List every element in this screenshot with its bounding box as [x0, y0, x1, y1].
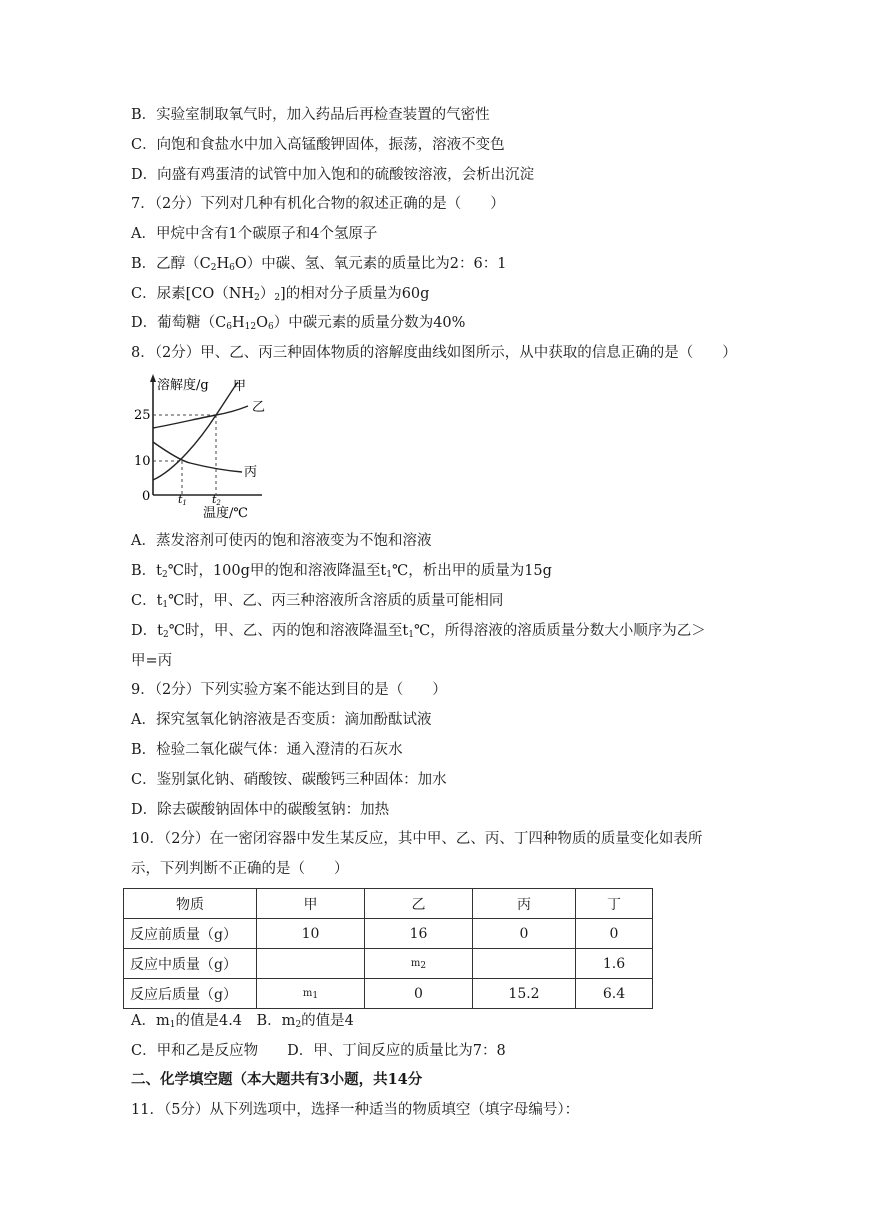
table-cell: 反应前质量（g） — [124, 919, 257, 949]
table-cell: 0 — [365, 979, 473, 1009]
x-axis-label: 温度/℃ — [203, 506, 248, 520]
table-header-cell: 丙 — [473, 889, 576, 919]
curve-jia — [153, 382, 238, 480]
q6-option-d: D．向盛有鸡蛋清的试管中加入饱和的硫酸铵溶液，会析出沉淀 — [131, 167, 535, 183]
table-cell: 反应中质量（g） — [124, 949, 257, 979]
q9-option-d: D．除去碳酸钠固体中的碳酸氢钠：加热 — [131, 802, 390, 818]
q7-option-b: B．乙醇$(C_2H_6O)$中碳、氢、氧元素的质量比为2：6：1 — [131, 256, 507, 273]
q8-option-b: B．$t_2℃$时，100g甲的饱和溶液降温至$t_1℃$，析出甲的质量为15g — [131, 563, 552, 580]
q8-option-d: D．$t_2℃$时，甲、乙、丙的饱和溶液降温至$t_1℃$，所得溶液的溶质质量分数大小顺序为乙＞ — [131, 623, 706, 640]
y-axis-label: 溶解度/g — [157, 378, 209, 393]
table-row — [124, 919, 653, 949]
table-header-cell: 乙 — [365, 889, 473, 919]
table-cell: $m_1$ — [257, 979, 365, 1009]
series-label-bing: 丙 — [244, 465, 258, 480]
q7-option-d: D．葡萄糖$(C_6H_{12}O_6)$中碳元素的质量分数为40% — [131, 315, 466, 332]
x-tick-t1: t1 — [178, 493, 187, 507]
y-tick-10: 10 — [134, 454, 151, 469]
series-label-jia: 甲 — [233, 379, 247, 394]
table-cell: 1.6 — [576, 949, 653, 979]
q7-option-a: A．甲烷中含有1个碳原子和4个氢原子 — [131, 226, 378, 242]
q9-option-a: A．探究氢氧化钠溶液是否变质：滴加酚酞试液 — [131, 712, 432, 728]
q9-stem: 9．（2分）下列实验方案不能达到目的是（ ） — [131, 682, 447, 698]
q8-option-c: C．$t_1℃$时，甲、乙、丙三种溶液所含溶质的质量可能相同 — [131, 593, 504, 610]
curve-bing — [153, 442, 242, 472]
origin-label: 0 — [142, 489, 151, 504]
q8-option-a: A．蒸发溶剂可使丙的饱和溶液变为不饱和溶液 — [131, 533, 432, 549]
table-cell: 0 — [576, 919, 653, 949]
table-cell — [473, 949, 576, 979]
q10-mass-table — [123, 888, 653, 1009]
q11-stem: 11．（5分）从下列选项中，选择一种适当的物质填空（填字母编号）： — [131, 1102, 580, 1118]
table-header-cell: 丁 — [576, 889, 653, 919]
table-cell: 反应后质量（g） — [124, 979, 257, 1009]
x-tick-t2: t2 — [212, 493, 221, 507]
q9-option-c: C．鉴别氯化钠、硝酸铵、碳酸钙三种固体：加水 — [131, 772, 447, 788]
table-cell: 10 — [257, 919, 365, 949]
q7-option-c: C．尿素$[CO(NH_2)_2]$的相对分子质量为60g — [131, 286, 430, 303]
q7-stem: 7．（2分）下列对几种有机化合物的叙述正确的是（ ） — [131, 196, 505, 212]
q8-option-d-cont: 甲=丙 — [131, 653, 173, 669]
q10-stem-line1: 10．（2分）在一密闭容器中发生某反应，其中甲、乙、丙、丁四种物质的质量变化如表所 — [131, 831, 703, 847]
q10-options-cd: C．甲和乙是反应物 D．甲、丁间反应的质量比为7：8 — [131, 1043, 506, 1059]
table-cell — [257, 949, 365, 979]
table-header-row — [124, 889, 653, 919]
q10-options-ab: A．$m_1$的值是4.4 B．$m_2$的值是4 — [131, 1013, 354, 1030]
solubility-curve-chart — [130, 370, 275, 520]
table-row — [124, 949, 653, 979]
series-label-yi: 乙 — [252, 400, 266, 415]
y-axis-arrow — [150, 374, 156, 382]
q9-option-b: B．检验二氧化碳气体：通入澄清的石灰水 — [131, 742, 403, 758]
table-cell: 6.4 — [576, 979, 653, 1009]
table-header-cell: 甲 — [257, 889, 365, 919]
q8-stem: 8．（2分）甲、乙、丙三种固体物质的溶解度曲线如图所示，从中获取的信息正确的是（ ） — [131, 345, 737, 361]
table-cell: 15.2 — [473, 979, 576, 1009]
table-cell: 0 — [473, 919, 576, 949]
table-header-cell: 物质 — [124, 889, 257, 919]
q6-option-b: B．实验室制取氧气时，加入药品后再检查装置的气密性 — [131, 107, 490, 123]
table-row — [124, 979, 653, 1009]
section-2-title: 二、化学填空题（本大题共有3小题，共14分 — [131, 1071, 423, 1088]
q6-option-c: C．向饱和食盐水中加入高锰酸钾固体，振荡，溶液不变色 — [131, 137, 505, 153]
y-tick-25: 25 — [134, 408, 151, 423]
table-cell: 16 — [365, 919, 473, 949]
q10-stem-line2: 示，下列判断不正确的是（ ） — [131, 861, 349, 877]
table-cell: $m_2$ — [365, 949, 473, 979]
curve-yi — [153, 406, 248, 428]
